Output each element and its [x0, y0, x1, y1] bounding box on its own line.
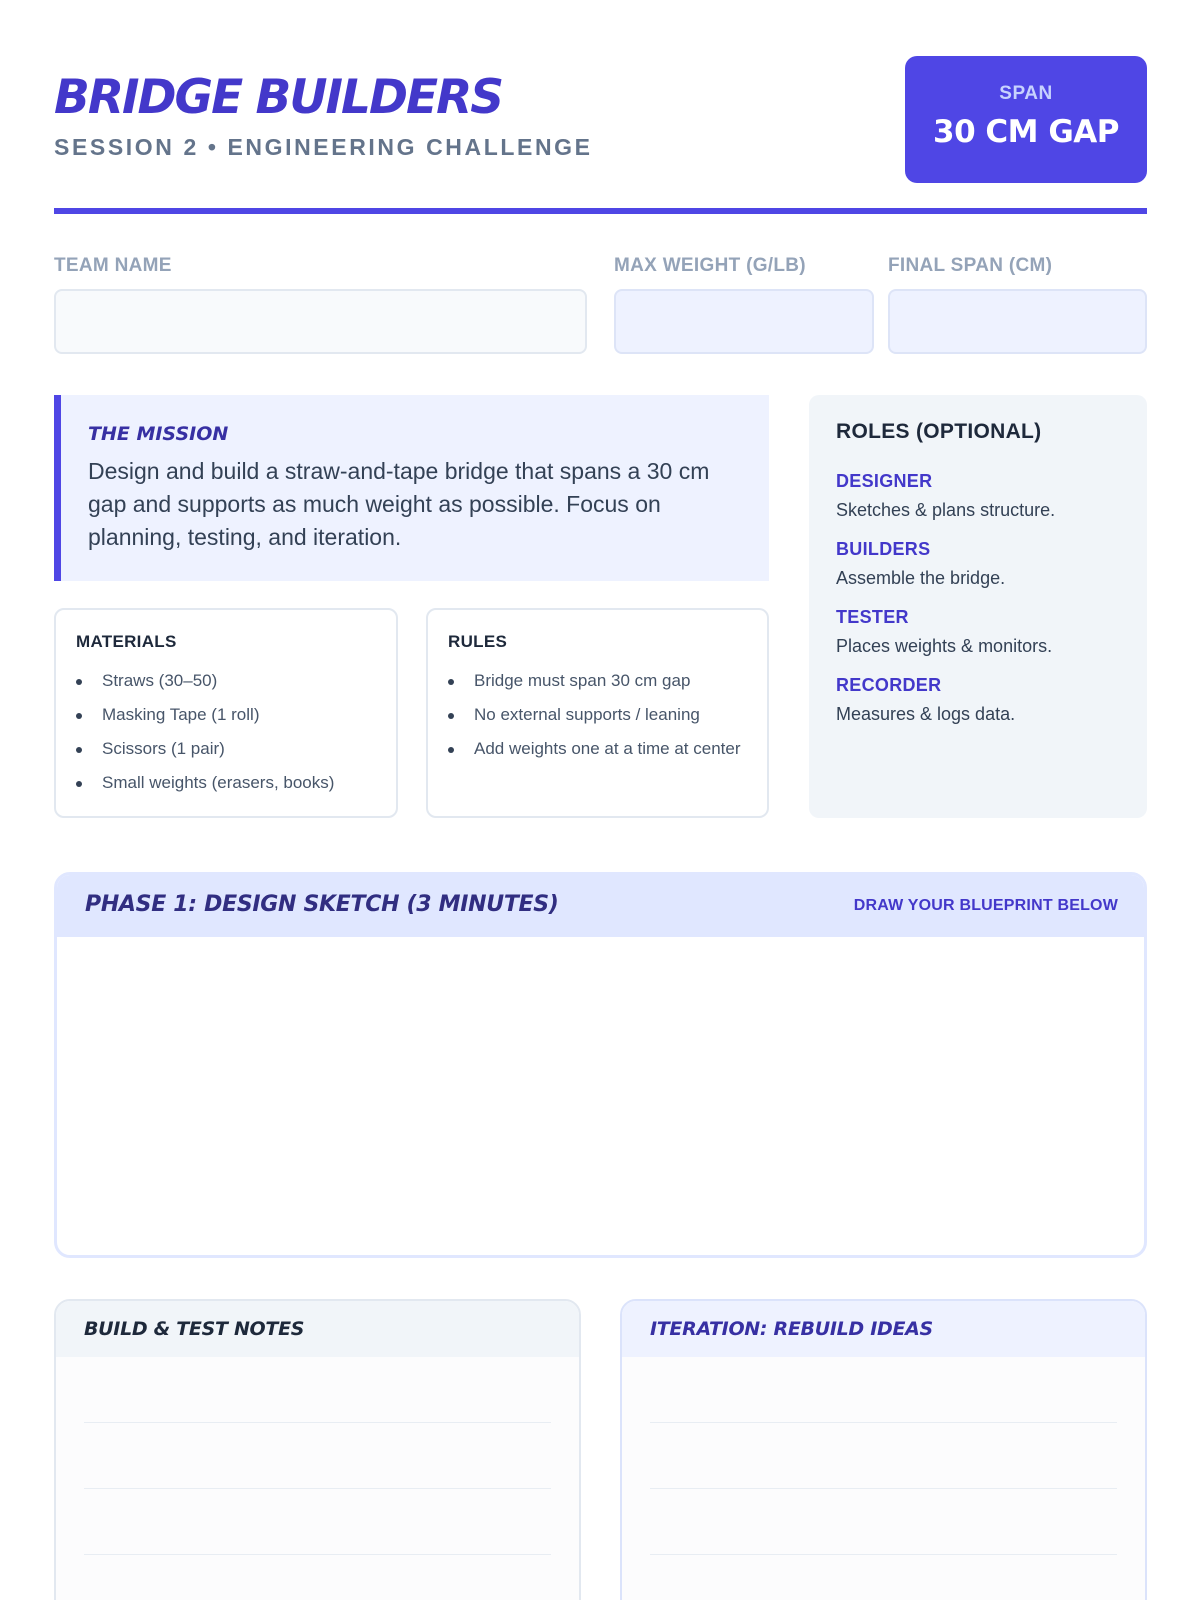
- phase1-title: PHASE 1: DESIGN SKETCH (3 MINUTES): [85, 892, 559, 917]
- build-notes-title: BUILD & TEST NOTES: [84, 1318, 305, 1340]
- role-name: RECORDER: [836, 675, 942, 695]
- bullet-icon: [76, 679, 82, 685]
- role-name: DESIGNER: [836, 471, 933, 491]
- rules-card: [426, 608, 769, 818]
- list-item: [448, 700, 753, 729]
- team-name-input[interactable]: [54, 289, 587, 354]
- phase1-header: [57, 875, 1144, 937]
- header-divider: [54, 208, 1147, 214]
- mission-panel: [54, 395, 769, 581]
- rules-item-label: Add weights one at a time at center: [474, 739, 741, 758]
- materials-title: MATERIALS: [76, 632, 177, 651]
- final-span-label: FINAL SPAN (CM): [888, 255, 1053, 276]
- sketch-area[interactable]: [57, 937, 1144, 1255]
- iteration-notes-area[interactable]: [622, 1357, 1145, 1600]
- role-name: BUILDERS: [836, 539, 931, 559]
- page-subtitle: SESSION 2 • ENGINEERING CHALLENGE: [54, 134, 593, 160]
- bullet-icon: [76, 713, 82, 719]
- build-notes-panel: [54, 1299, 581, 1600]
- list-item: [448, 666, 753, 695]
- phase1-panel: [54, 872, 1147, 1258]
- role-tester: [836, 605, 1136, 658]
- team-name-field: [54, 253, 587, 354]
- build-notes-area[interactable]: [56, 1357, 579, 1600]
- max-weight-label: MAX WEIGHT (G/LB): [614, 255, 806, 276]
- writing-line: [84, 1488, 551, 1489]
- role-builders: [836, 537, 1136, 590]
- role-recorder: [836, 673, 1136, 726]
- materials-item-label: Small weights (erasers, books): [102, 773, 335, 792]
- role-desc: Sketches & plans structure.: [836, 500, 1056, 520]
- max-weight-input[interactable]: [614, 289, 874, 354]
- page-title: BRIDGE BUILDERS: [54, 70, 503, 125]
- roles-title: ROLES (OPTIONAL): [836, 420, 1042, 443]
- iteration-notes-title: ITERATION: REBUILD IDEAS: [650, 1318, 933, 1340]
- bullet-icon: [76, 747, 82, 753]
- iteration-notes-panel: [620, 1299, 1147, 1600]
- list-item: [76, 768, 382, 797]
- rules-list: [448, 666, 753, 768]
- bullet-icon: [448, 679, 454, 685]
- span-value: 30 CM GAP: [933, 114, 1119, 150]
- role-designer: [836, 469, 1136, 522]
- list-item: [448, 734, 753, 763]
- writing-line: [650, 1422, 1117, 1423]
- rules-item-label: Bridge must span 30 cm gap: [474, 671, 691, 690]
- worksheet-page: [54, 0, 1147, 1600]
- span-badge: [905, 56, 1147, 183]
- roles-panel: [809, 395, 1147, 818]
- bullet-icon: [448, 713, 454, 719]
- role-desc: Measures & logs data.: [836, 704, 1016, 724]
- writing-line: [650, 1488, 1117, 1489]
- final-span-input[interactable]: [888, 289, 1147, 354]
- writing-line: [84, 1554, 551, 1555]
- rules-item-label: No external supports / leaning: [474, 705, 700, 724]
- header: [54, 56, 1147, 176]
- team-name-label: TEAM NAME: [54, 255, 172, 276]
- role-desc: Places weights & monitors.: [836, 636, 1053, 656]
- bullet-icon: [76, 781, 82, 787]
- mission-title: THE MISSION: [88, 423, 229, 445]
- final-span-field: [888, 253, 1147, 354]
- materials-item-label: Masking Tape (1 roll): [102, 705, 260, 724]
- rules-title: RULES: [448, 632, 508, 651]
- list-item: [76, 700, 382, 729]
- mission-text: Design and build a straw-and-tape bridge that spans a 30 cm gap and supports as much weight as possible. Focus on planning, testing, and iteration.: [88, 458, 710, 550]
- writing-line: [84, 1422, 551, 1423]
- phase1-hint: DRAW YOUR BLUEPRINT BELOW: [853, 897, 1118, 914]
- materials-list: [76, 666, 382, 802]
- writing-line: [650, 1554, 1117, 1555]
- list-item: [76, 734, 382, 763]
- role-desc: Assemble the bridge.: [836, 568, 1006, 588]
- materials-card: [54, 608, 398, 818]
- max-weight-field: [614, 253, 874, 354]
- bullet-icon: [448, 747, 454, 753]
- role-name: TESTER: [836, 607, 909, 627]
- iteration-notes-header: [622, 1301, 1145, 1357]
- build-notes-header: [56, 1301, 579, 1357]
- materials-item-label: Straws (30–50): [102, 671, 218, 690]
- list-item: [76, 666, 382, 695]
- materials-item-label: Scissors (1 pair): [102, 739, 225, 758]
- span-label: SPAN: [999, 83, 1053, 104]
